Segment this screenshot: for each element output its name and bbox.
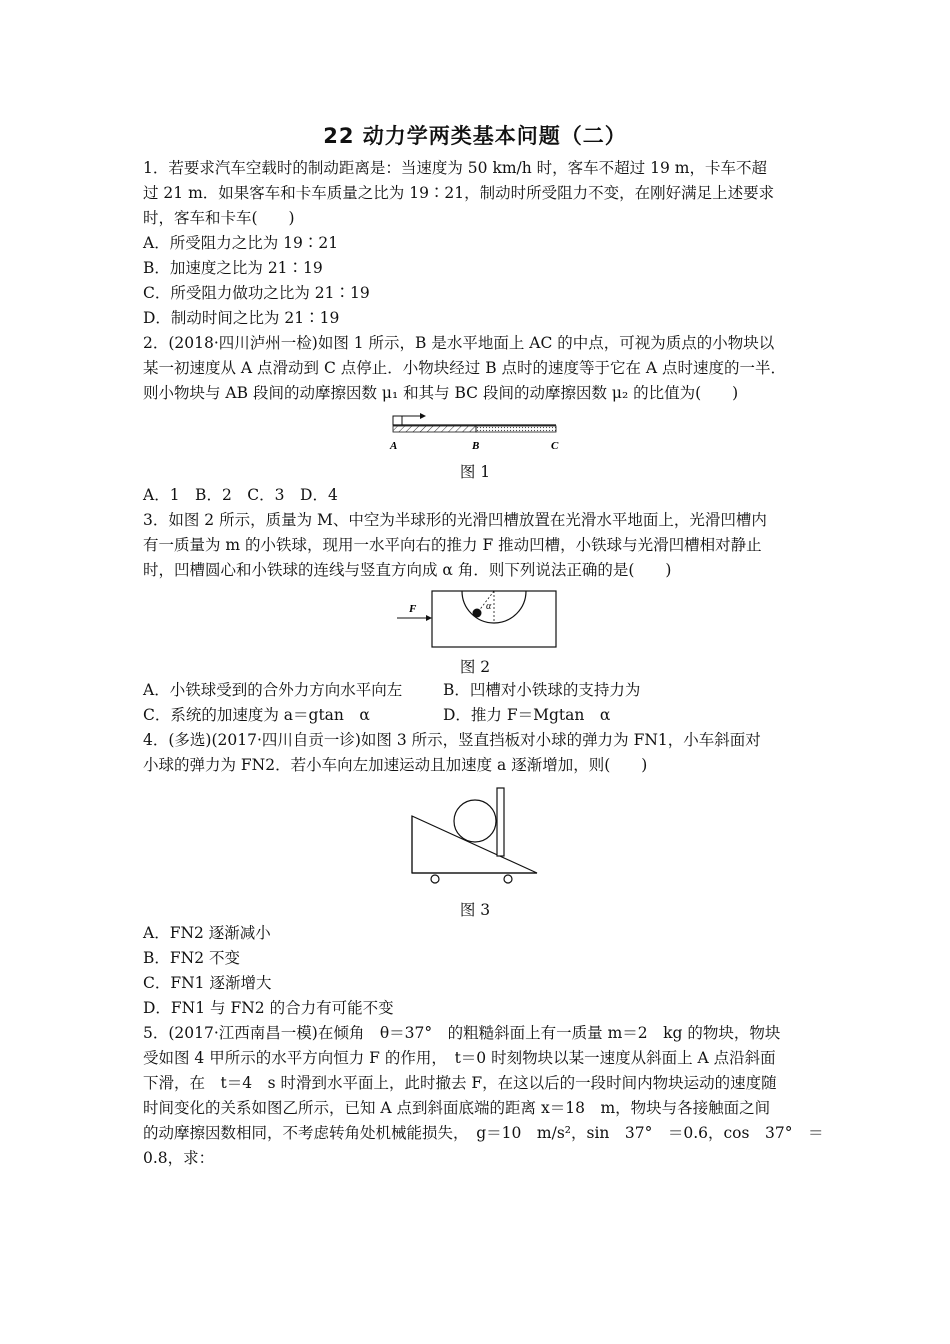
q5-line-1: 5．(2017·江西南昌一模)在倾角 θ＝37° 的粗糙斜面上有一质量 m＝2 kg 的物块，物块 xyxy=(143,1024,781,1042)
baffle-plate xyxy=(497,788,504,856)
q4-option-d: D．FN1 与 FN2 的合力有可能不变 xyxy=(143,999,394,1017)
page-title: 22 动力学两类基本问题（二） xyxy=(323,124,627,148)
q1-option-d: D．制动时间之比为 21∶19 xyxy=(143,309,340,327)
q3-option-c: C．系统的加速度为 a＝gtan α xyxy=(143,706,370,724)
figure-3-diagram xyxy=(405,783,545,888)
q2-line-3: 则小物块与 AB 段间的动摩擦因数 μ₁ 和其与 BC 段间的动摩擦因数 μ₂ 的比值为( ) xyxy=(143,384,739,402)
fig1-label-b: B xyxy=(472,440,480,452)
q2-line-2: 某一初速度从 A 点滑动到 C 点停止．小物块经过 B 点时的速度等于它在 A 点时速度的一半． xyxy=(143,359,787,377)
q5-line-4: 时间变化的关系如图乙所示，已知 A 点到斜面底端的距离 x＝18 m，物块与各接触面之间 xyxy=(143,1099,771,1117)
q1-line-3: 时，客车和卡车( ) xyxy=(143,209,295,227)
wheel-icon xyxy=(431,875,439,883)
q3-line-3: 时，凹槽圆心和小铁球的连线与竖直方向成 α 角．则下列说法正确的是( ) xyxy=(143,561,672,579)
q1-line-1: 1．若要求汽车空载时的制动距离是：当速度为 50 km/h 时，客车不超过 19 m，卡车不超 xyxy=(143,159,767,177)
q3-option-a: A．小铁球受到的合外力方向水平向左 xyxy=(143,681,403,699)
figure-3-caption: 图 3 xyxy=(459,901,491,919)
q4-line-2: 小球的弹力为 FN2．若小车向左加速运动且加速度 a 逐渐增加，则( ) xyxy=(143,756,648,774)
q4-option-b: B．FN2 不变 xyxy=(143,949,240,967)
q4-option-c: C．FN1 逐渐增大 xyxy=(143,974,272,992)
q5-line-5: 的动摩擦因数相同，不考虑转角处机械能损失， g＝10 m/s²，sin 37° ＝0.6，cos 37° ＝ xyxy=(143,1124,824,1142)
q1-line-2: 过 21 m．如果客车和卡车质量之比为 19∶21，制动时所受阻力不变，在刚好满足上述要求 xyxy=(143,184,775,202)
figure-1-diagram xyxy=(380,408,570,456)
fig2-angle-label: α xyxy=(486,601,492,612)
figure-2-diagram xyxy=(395,585,565,650)
q1-option-b: B．加速度之比为 21∶19 xyxy=(143,259,323,277)
q4-line-1: 4．(多选)(2017·四川自贡一诊)如图 3 所示，竖直挡板对小球的弹力为 FN1，小车斜面对 xyxy=(143,731,761,749)
q2-line-1: 2．(2018·四川泸州一检)如图 1 所示，B 是水平地面上 AC 的中点，可视为质点的小物块以 xyxy=(143,334,775,352)
q3-line-2: 有一质量为 m 的小铁球，现用一水平向右的推力 F 推动凹槽，小铁球与光滑凹槽相对静止 xyxy=(143,536,762,554)
q1-option-a: A．所受阻力之比为 19∶21 xyxy=(143,234,339,252)
q3-line-1: 3．如图 2 所示，质量为 M、中空为半球形的光滑凹槽放置在光滑水平地面上，光滑凹槽内 xyxy=(143,511,767,529)
block-icon xyxy=(393,416,402,425)
q1-option-c: C．所受阻力做功之比为 21∶19 xyxy=(143,284,370,302)
ball-icon xyxy=(454,800,496,842)
fig2-force-label: F xyxy=(409,603,417,615)
fig1-label-a: A xyxy=(390,440,398,452)
wheel-icon xyxy=(504,875,512,883)
q5-line-3: 下滑，在 t＝4 s 时滑到水平面上，此时撤去 F，在这以后的一段时间内物块运动的速度随 xyxy=(143,1074,777,1092)
figure-2-caption: 图 2 xyxy=(459,658,491,676)
figure-1-caption: 图 1 xyxy=(459,463,491,481)
q3-option-d: D．推力 F＝Mgtan α xyxy=(443,706,611,724)
fig1-label-c: C xyxy=(551,440,559,452)
q5-line-6: 0.8，求： xyxy=(143,1149,215,1167)
q3-option-b: B．凹槽对小铁球的支持力为 xyxy=(443,681,641,699)
q4-option-a: A．FN2 逐渐减小 xyxy=(143,924,271,942)
q2-options: A．1 B．2 C．3 D．4 xyxy=(143,486,338,504)
iron-ball-icon xyxy=(473,609,482,618)
q5-line-2: 受如图 4 甲所示的水平方向恒力 F 的作用， t＝0 时刻物块以某一速度从斜面上 A 点沿斜面 xyxy=(143,1049,776,1067)
